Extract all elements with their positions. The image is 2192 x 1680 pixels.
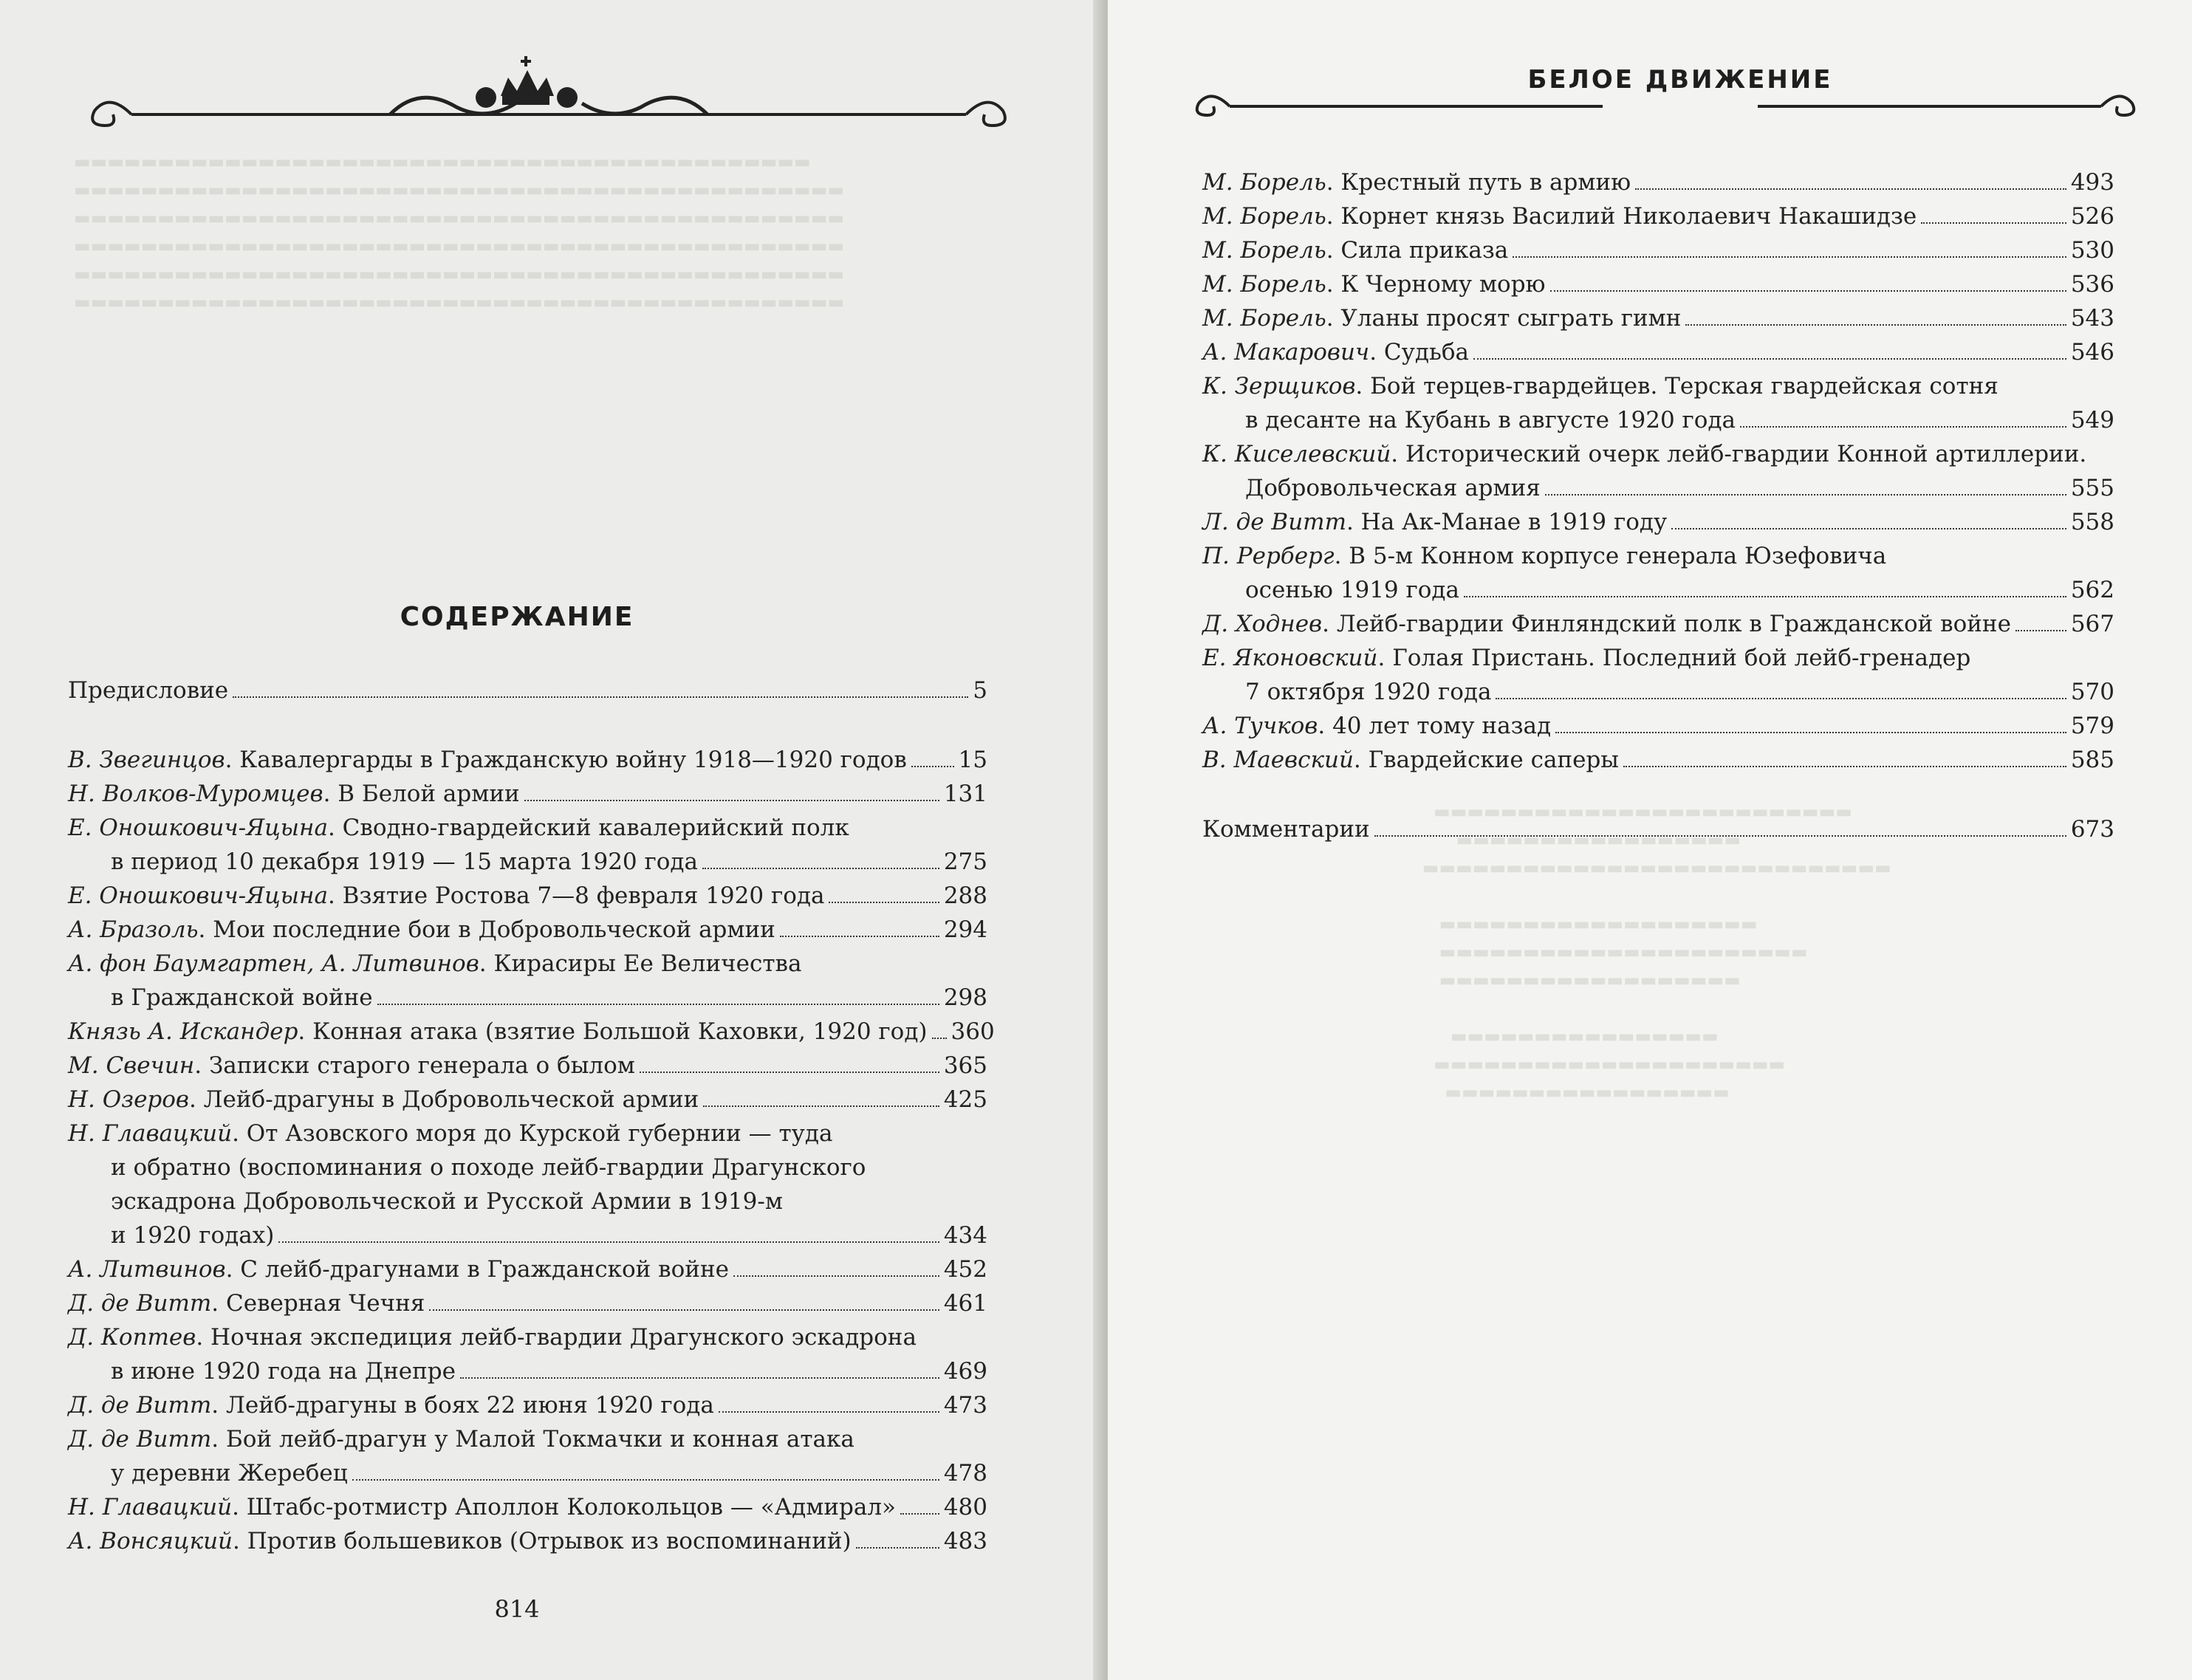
- toc-entry: [68, 1015, 995, 1049]
- toc-entry-text: [68, 1422, 854, 1456]
- toc-entry: [68, 1083, 987, 1117]
- toc-entry-author: Д. де Витт: [68, 1426, 212, 1453]
- toc-page-number: 558: [2070, 509, 2114, 535]
- toc-entry-author: Е. Оношкович-Яцына: [68, 882, 328, 909]
- toc-entry-author: Д. Ходнев: [1202, 611, 1323, 637]
- toc-entry: [1202, 369, 2114, 437]
- toc-entry-author: В. Маевский: [1202, 747, 1354, 773]
- toc-entry-text: [1245, 675, 1491, 709]
- toc-entry-text: [1202, 607, 2011, 641]
- toc-entry-line: [1202, 675, 2114, 709]
- toc-entry: [1202, 233, 2114, 267]
- toc-entry-title: Добровольческая армия: [1245, 475, 1541, 501]
- toc-entry-text: [1202, 301, 1681, 335]
- toc-entry-line: [68, 1184, 987, 1218]
- toc-page-number: 536: [2070, 271, 2114, 298]
- toc-entry-author: Д. де Витт: [68, 1290, 212, 1317]
- toc-dot-leader: [352, 1479, 939, 1481]
- toc-entry-text: [68, 947, 801, 981]
- toc-entry-title: . Северная Чечня: [211, 1290, 425, 1317]
- toc-dot-leader: [900, 1513, 939, 1515]
- toc-entry-line: [1202, 165, 2114, 199]
- toc-entry-text: [68, 1015, 928, 1049]
- toc-entry-text: [111, 1151, 866, 1184]
- toc-page-number: 483: [943, 1528, 987, 1554]
- toc-entry-text: [1202, 743, 1619, 777]
- toc-entry-line: [68, 811, 987, 845]
- toc-entry: [1202, 267, 2114, 301]
- toc-entry-line: [68, 1286, 987, 1320]
- toc-entry-text: [68, 1049, 635, 1083]
- toc-entry-line: [68, 1015, 995, 1049]
- toc-dot-leader: [1550, 290, 2066, 292]
- toc-entry-line: [1202, 471, 2114, 505]
- toc-page-number: 15: [958, 747, 987, 773]
- toc-entry-line: [68, 673, 987, 707]
- toc-page-number: 549: [2070, 407, 2114, 433]
- toc-dot-leader: [1555, 732, 2066, 733]
- toc-entry-author: К. Киселевский: [1202, 441, 1391, 467]
- toc-dot-leader: [856, 1547, 939, 1549]
- toc-page-number: 294: [943, 916, 987, 943]
- toc-dot-leader: [429, 1309, 939, 1311]
- toc-dot-leader: [703, 1105, 939, 1107]
- toc-entry-line: [1202, 505, 2114, 539]
- toc-page-number: 298: [943, 984, 987, 1011]
- toc-dot-leader: [1623, 766, 2066, 767]
- toc-entry-line: [68, 1320, 987, 1354]
- toc-dot-leader: [1464, 596, 2066, 597]
- toc-page-number: 526: [2070, 203, 2114, 230]
- toc-page-number: 365: [943, 1052, 987, 1079]
- toc-entry-line: [1202, 267, 2114, 301]
- toc-entry-author: А. фон Баумгартен, А. Литвинов: [68, 950, 479, 977]
- toc-entry-text: [68, 1286, 425, 1320]
- toc-entry-author: М. Борель: [1202, 305, 1326, 332]
- toc-dot-leader: [702, 868, 939, 869]
- toc-dot-leader: [278, 1241, 939, 1243]
- toc-entry-text: [68, 1388, 714, 1422]
- toc-left-list: [68, 673, 995, 1558]
- toc-page-number: 473: [943, 1392, 987, 1419]
- toc-entry-line: [68, 1388, 987, 1422]
- toc-page-number: 493: [2070, 169, 2114, 196]
- toc-page-number: 131: [943, 781, 987, 807]
- toc-entry-text: [68, 1117, 833, 1151]
- toc-entry-line: [68, 1354, 987, 1388]
- toc-entry-author: Князь А. Искандер: [68, 1018, 298, 1045]
- toc-entry-author: В. Звегинцов: [68, 747, 225, 773]
- toc-entry: [68, 1524, 987, 1558]
- toc-right-list: [1202, 165, 2114, 846]
- toc-dot-leader: [524, 800, 939, 801]
- toc-entry-author: П. Рерберг: [1202, 543, 1335, 569]
- toc-entry-text: [111, 981, 373, 1015]
- toc-entry-line: [1202, 437, 2114, 471]
- toc-entry-title: . Уланы просят сыграть гимн: [1326, 305, 1682, 332]
- toc-page-number: 425: [943, 1086, 987, 1113]
- toc-page-number: 469: [943, 1358, 987, 1385]
- toc-page-number: 360: [951, 1018, 995, 1045]
- toc-entry-text: [68, 1320, 917, 1354]
- toc-page-number: 567: [2070, 611, 2114, 637]
- toc-page-number: 546: [2070, 339, 2114, 366]
- toc-entry-author: А. Макарович: [1202, 339, 1370, 366]
- toc-entry-text: [1202, 505, 1667, 539]
- toc-entry-author: М. Борель: [1202, 169, 1326, 196]
- running-head: БЕЛОЕ ДВИЖЕНИЕ: [1527, 65, 1833, 95]
- toc-entry-line: [68, 743, 987, 777]
- toc-entry-line: [68, 1524, 987, 1558]
- toc-dot-leader: [780, 936, 939, 937]
- toc-entry: [1202, 812, 2114, 846]
- toc-entry-line: [68, 1151, 987, 1184]
- toc-dot-leader: [1671, 528, 2066, 529]
- toc-entry-title: эскадрона Добровольческой и Русской Армии в 1919-м: [111, 1188, 783, 1215]
- toc-entry-author: Л. де Витт: [1202, 509, 1346, 535]
- toc-entry: [68, 673, 987, 707]
- toc-entry-text: [1202, 165, 1631, 199]
- toc-entry-author: М. Борель: [1202, 271, 1326, 298]
- toc-entry-text: [111, 1218, 274, 1252]
- toc-entry-title: . Лейб-драгуны в Добровольческой армии: [188, 1086, 699, 1113]
- toc-entry-text: [68, 913, 775, 947]
- toc-entry-title: у деревни Жеребец: [111, 1460, 348, 1487]
- toc-entry: [68, 777, 987, 811]
- toc-entry-title: . К Черному морю: [1326, 271, 1546, 298]
- toc-entry-text: [68, 1490, 896, 1524]
- toc-entry-title: в десанте на Кубань в августе 1920 года: [1245, 407, 1736, 433]
- toc-entry: [68, 1117, 987, 1252]
- toc-entry-title: . Штабс-ротмистр Аполлон Колокольцов — «Адмирал»: [232, 1494, 896, 1520]
- toc-entry-title: . Крестный путь в армию: [1326, 169, 1631, 196]
- toc-dot-leader: [1740, 426, 2066, 428]
- toc-entry-line: [1202, 199, 2114, 233]
- toc-entry-title: . Судьба: [1369, 339, 1469, 366]
- toc-entry-line: [68, 1422, 987, 1456]
- toc-entry-line: [68, 777, 987, 811]
- toc-entry-line: [68, 913, 987, 947]
- toc-entry-author: Е. Оношкович-Яцына: [68, 815, 328, 841]
- toc-entry-text: [68, 1524, 852, 1558]
- toc-dot-leader: [733, 1275, 939, 1277]
- toc-entry: [1202, 641, 2114, 709]
- toc-entry-text: [1202, 369, 1999, 403]
- toc-entry: [68, 811, 987, 879]
- toc-entry-title: . Кавалергарды в Гражданскую войну 1918—1920 годов: [225, 747, 907, 773]
- toc-entry-line: [68, 845, 987, 879]
- toc-page-number: 585: [2070, 747, 2114, 773]
- toc-entry-line: [1202, 709, 2114, 743]
- toc-dot-leader: [719, 1411, 939, 1413]
- toc-entry-title: . В Белой армии: [323, 781, 520, 807]
- toc-entry-text: [68, 1083, 699, 1117]
- toc-entry-line: [68, 947, 987, 981]
- toc-entry-line: [68, 1218, 987, 1252]
- toc-entry-text: [1202, 233, 1508, 267]
- toc-page-number: 543: [2070, 305, 2114, 332]
- toc-entry-line: [68, 1083, 987, 1117]
- toc-entry-title: . Против большевиков (Отрывок из воспоминаний): [233, 1528, 852, 1554]
- toc-entry-title: . Конная атака (взятие Большой Каховки, 1920 год): [298, 1018, 928, 1045]
- toc-entry-line: [1202, 539, 2114, 573]
- toc-entry-text: [68, 777, 520, 811]
- toc-entry-text: [1202, 267, 1546, 301]
- toc-page-number: 530: [2070, 237, 2114, 264]
- toc-entry: [68, 1490, 987, 1524]
- toc-entry-title: осенью 1919 года: [1245, 577, 1459, 603]
- toc-dot-leader: [1921, 222, 2066, 224]
- toc-page-number: 579: [2070, 713, 2114, 739]
- toc-entry-author: Д. Коптев: [68, 1324, 196, 1351]
- toc-entry-text: [111, 1456, 348, 1490]
- toc-entry-text: [1245, 471, 1541, 505]
- toc-dot-leader: [911, 766, 954, 767]
- toc-entry-title: . 40 лет тому назад: [1318, 713, 1552, 739]
- toc-dot-leader: [377, 1004, 939, 1005]
- toc-page-number: 673: [2070, 816, 2114, 843]
- toc-entry: [1202, 165, 2114, 199]
- toc-entry-text: [1245, 403, 1736, 437]
- toc-entry: [1202, 199, 2114, 233]
- toc-entry-author: Н. Главацкий: [68, 1494, 233, 1520]
- toc-entry-author: А. Литвинов: [68, 1256, 226, 1283]
- toc-entry-title: в июне 1920 года на Днепре: [111, 1358, 456, 1385]
- toc-entry: [1202, 335, 2114, 369]
- bleed-through-text: ▬▬▬▬▬▬▬▬▬▬▬▬▬▬▬▬▬▬▬▬▬▬▬▬▬ ▬▬▬▬▬▬▬▬▬▬▬▬▬▬▬▬▬ ▬▬▬▬▬▬▬▬▬▬▬▬▬▬▬▬▬▬▬▬▬▬▬▬▬▬▬▬ ▬▬▬▬▬▬▬▬▬▬▬▬▬▬▬▬▬▬▬ ▬▬▬▬▬▬▬▬▬▬▬▬▬▬▬▬▬▬▬▬▬▬ ▬▬▬▬▬▬▬▬▬▬▬▬▬▬▬▬▬▬ ▬▬▬▬▬▬▬▬▬▬▬▬▬▬▬▬ ▬▬▬▬▬▬▬▬▬▬▬▬▬▬▬▬▬▬▬▬▬ ▬▬▬▬▬▬▬▬▬▬▬▬▬▬▬▬▬: [1422, 801, 1891, 1103]
- toc-entry-text: [1202, 709, 1551, 743]
- toc-entry-line: [68, 1117, 987, 1151]
- toc-entry-text: [68, 1252, 729, 1286]
- toc-page-number: 562: [2070, 577, 2114, 603]
- toc-entry-line: [1202, 641, 2114, 675]
- toc-entry-title: . Взятие Ростова 7—8 февраля 1920 года: [327, 882, 825, 909]
- toc-entry-line: [68, 981, 987, 1015]
- toc-entry-title: . Сила приказа: [1326, 237, 1509, 264]
- toc-entry-title: . Записки старого генерала о былом: [194, 1052, 635, 1079]
- toc-entry-title: . Сводно-гвардейский кавалерийский полк: [327, 815, 849, 841]
- toc-entry-line: [1202, 335, 2114, 369]
- toc-dot-leader: [829, 902, 939, 903]
- toc-title: СОДЕРЖАНИЕ: [400, 602, 634, 632]
- toc-dot-leader: [1473, 358, 2066, 360]
- toc-entry-title: . Лейб-гвардии Финляндский полк в Гражданской войне: [1322, 611, 2011, 637]
- toc-page-number: 452: [943, 1256, 987, 1283]
- toc-entry-text: [1202, 812, 1370, 846]
- toc-entry: [1202, 437, 2114, 505]
- header-ornament: [87, 44, 1010, 133]
- toc-entry-text: [68, 811, 849, 845]
- toc-entry-title: . Исторический очерк лейб-гвардии Конной артиллерии.: [1391, 441, 2087, 467]
- toc-entry-line: [68, 879, 987, 913]
- toc-entry-text: [68, 879, 824, 913]
- toc-entry: [1202, 539, 2114, 607]
- page-number: 814: [494, 1595, 540, 1623]
- toc-entry-author: К. Зерщиков: [1202, 373, 1356, 400]
- toc-entry: [68, 743, 987, 777]
- toc-dot-leader: [1545, 494, 2066, 496]
- toc-entry-line: [68, 1252, 987, 1286]
- toc-page-number: 570: [2070, 679, 2114, 705]
- toc-entry-text: [1202, 335, 1469, 369]
- toc-dot-leader: [460, 1377, 939, 1379]
- toc-entry-text: [111, 1184, 783, 1218]
- toc-dot-leader: [1685, 324, 2066, 326]
- toc-entry-author: Н. Озеров: [68, 1086, 189, 1113]
- toc-entry: [68, 1286, 987, 1320]
- toc-entry-title: . От Азовского моря до Курской губернии — туда: [232, 1120, 833, 1147]
- toc-entry-author: А. Вонсяцкий: [68, 1528, 233, 1554]
- toc-page-number: 288: [943, 882, 987, 909]
- toc-entry: [1202, 709, 2114, 743]
- toc-entry-author: Д. де Витт: [68, 1392, 212, 1419]
- toc-entry-title: . Голая Пристань. Последний бой лейб-гренадер: [1377, 645, 1971, 671]
- toc-entry-title: в Гражданской войне: [111, 984, 373, 1011]
- toc-entry-line: [1202, 607, 2114, 641]
- toc-page-number: 555: [2070, 475, 2114, 501]
- toc-entry-author: Н. Главацкий: [68, 1120, 233, 1147]
- toc-entry-text: [111, 1354, 456, 1388]
- bleed-through-text: ▬▬▬▬▬▬▬▬▬▬▬▬▬▬▬▬▬▬▬▬▬▬▬▬▬▬▬▬▬▬▬▬▬▬▬▬▬▬▬▬▬▬▬▬ ▬▬▬▬▬▬▬▬▬▬▬▬▬▬▬▬▬▬▬▬▬▬▬▬▬▬▬▬▬▬▬▬▬▬▬▬▬▬▬▬▬▬▬▬▬▬ ▬▬▬▬▬▬▬▬▬▬▬▬▬▬▬▬▬▬▬▬▬▬▬▬▬▬▬▬▬▬▬▬▬▬▬▬▬▬▬▬▬▬▬▬▬▬ ▬▬▬▬▬▬▬▬▬▬▬▬▬▬▬▬▬▬▬▬▬▬▬▬▬▬▬▬▬▬▬▬▬▬▬▬▬▬▬▬▬▬▬▬▬▬ ▬▬▬▬▬▬▬▬▬▬▬▬▬▬▬▬▬▬▬▬▬▬▬▬▬▬▬▬▬▬▬▬▬▬▬▬▬▬▬▬▬▬▬▬▬▬ ▬▬▬▬▬▬▬▬▬▬▬▬▬▬▬▬▬▬▬▬▬▬▬▬▬▬▬▬▬▬▬▬▬▬▬▬▬▬▬▬▬▬▬▬▬▬: [74, 151, 845, 312]
- toc-entry-text: [68, 743, 907, 777]
- toc-entry: [68, 1252, 987, 1286]
- toc-dot-leader: [1374, 835, 2066, 837]
- toc-entry-line: [1202, 403, 2114, 437]
- toc-page-number: 480: [943, 1494, 987, 1520]
- toc-dot-leader: [932, 1038, 947, 1039]
- toc-entry-title: . Корнет князь Василий Николаевич Накашидзе: [1326, 203, 1917, 230]
- toc-entry-title: 7 октября 1920 года: [1245, 679, 1492, 705]
- toc-entry-line: [1202, 301, 2114, 335]
- toc-entry: [1202, 607, 2114, 641]
- toc-entry-text: [1202, 199, 1917, 233]
- toc-entry-author: М. Борель: [1202, 203, 1326, 230]
- toc-entry-title: Предисловие: [68, 677, 229, 704]
- toc-entry-text: [1245, 573, 1459, 607]
- toc-entry-line: [1202, 573, 2114, 607]
- toc-entry-line: [1202, 812, 2114, 846]
- toc-entry-text: [1202, 641, 1970, 675]
- toc-entry-author: М. Борель: [1202, 237, 1326, 264]
- toc-dot-leader: [1496, 698, 2066, 699]
- toc-entry-title: . В 5-м Конном корпусе генерала Юзефовича: [1334, 543, 1887, 569]
- toc-entry-text: [68, 673, 228, 707]
- toc-entry-text: [1202, 437, 2086, 471]
- toc-entry-title: . Бой терцев-гвардейцев. Терская гвардейская сотня: [1355, 373, 1999, 400]
- toc-page-number: 5: [973, 677, 987, 704]
- toc-entry-title: и обратно (воспоминания о походе лейб-гвардии Драгунского: [111, 1154, 866, 1181]
- toc-entry-title: . На Ак-Манае в 1919 году: [1346, 509, 1668, 535]
- toc-entry-title: в период 10 декабря 1919 — 15 марта 1920 года: [111, 848, 698, 875]
- toc-entry-author: М. Свечин: [68, 1052, 195, 1079]
- toc-entry-title: . Кирасиры Ее Величества: [479, 950, 802, 977]
- toc-entry: [68, 1388, 987, 1422]
- toc-entry-title: Комментарии: [1202, 816, 1370, 843]
- toc-entry-line: [1202, 369, 2114, 403]
- toc-dot-leader: [233, 696, 968, 698]
- toc-entry-title: . Мои последние бои в Добровольческой армии: [198, 916, 775, 943]
- toc-entry-title: . С лейб-драгунами в Гражданской войне: [225, 1256, 729, 1283]
- toc-entry-title: и 1920 годах): [111, 1222, 275, 1249]
- toc-entry-title: . Ночная экспедиция лейб-гвардии Драгунского эскадрона: [196, 1324, 917, 1351]
- toc-page-number: 275: [943, 848, 987, 875]
- toc-entry: [68, 879, 987, 913]
- toc-entry-line: [1202, 743, 2114, 777]
- toc-entry-text: [111, 845, 698, 879]
- toc-entry: [68, 1422, 987, 1490]
- toc-dot-leader: [2015, 630, 2066, 631]
- toc-entry-line: [68, 1049, 987, 1083]
- toc-entry-title: . Гвардейские саперы: [1353, 747, 1619, 773]
- toc-entry: [1202, 743, 2114, 777]
- toc-page-number: 478: [943, 1460, 987, 1487]
- toc-entry-author: А. Бразоль: [68, 916, 199, 943]
- toc-entry: [1202, 505, 2114, 539]
- toc-entry: [1202, 301, 2114, 335]
- toc-dot-leader: [640, 1072, 939, 1073]
- toc-page-number: 461: [943, 1290, 987, 1317]
- toc-dot-leader: [1635, 188, 2066, 190]
- toc-entry-author: Е. Яконовский: [1202, 645, 1378, 671]
- toc-entry: [68, 1049, 987, 1083]
- toc-entry-line: [1202, 233, 2114, 267]
- toc-entry-author: Н. Волков-Муромцев: [68, 781, 323, 807]
- toc-entry-line: [68, 1490, 987, 1524]
- toc-entry: [68, 913, 987, 947]
- toc-entry-author: А. Тучков: [1202, 713, 1318, 739]
- toc-entry: [68, 1320, 987, 1388]
- toc-entry-text: [1202, 539, 1886, 573]
- toc-entry-title: . Бой лейб-драгун у Малой Токмачки и конная атака: [211, 1426, 854, 1453]
- toc-page-number: 434: [943, 1222, 987, 1249]
- toc-entry-title: . Лейб-драгуны в боях 22 июня 1920 года: [211, 1392, 714, 1419]
- toc-entry-line: [68, 1456, 987, 1490]
- toc-entry: [68, 947, 987, 1015]
- toc-dot-leader: [1513, 256, 2066, 258]
